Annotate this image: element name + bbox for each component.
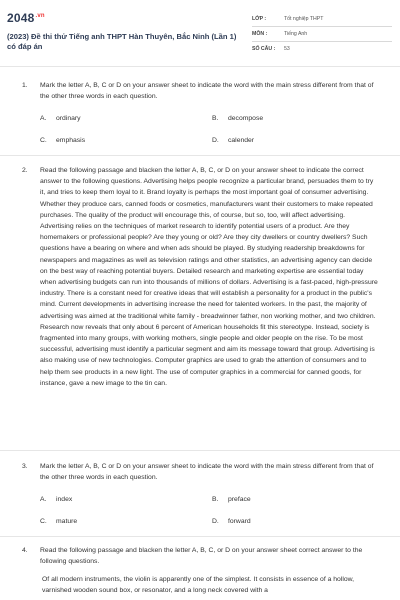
question-passage: Of all modern instruments, the violin is apparently one of the simplest. It consists in essence of a hollow, varnished wooden sound box, or resonator, and a long neck covered with a (42, 576, 355, 595)
option-letter: B. (212, 115, 219, 122)
option-letter: A. (40, 115, 47, 122)
question-text: Read the following passage and blacken the letter A, B, C, or D on your answer sheet correct answer to the following questions. (40, 547, 363, 566)
meta-divider (252, 26, 392, 27)
meta-count-value: 53 (284, 46, 290, 52)
option-letter: C. (40, 518, 47, 525)
option-letter: D. (212, 137, 219, 144)
option-letter: C. (40, 137, 47, 144)
option-text: emphasis (56, 137, 86, 144)
option-text: ordinary (56, 115, 81, 122)
site-logo[interactable] (7, 11, 45, 25)
answer-option[interactable] (40, 115, 81, 122)
answer-option[interactable] (212, 518, 251, 525)
logo-text: 2048 (7, 11, 35, 25)
option-letter: D. (212, 518, 219, 525)
answer-option[interactable] (212, 137, 254, 144)
meta-class-value: Tốt nghiệp THPT (284, 16, 324, 22)
answer-option[interactable] (212, 115, 263, 122)
answer-option[interactable] (40, 496, 72, 503)
answer-option[interactable] (212, 496, 251, 503)
option-text: mature (56, 518, 78, 525)
document-header (0, 0, 400, 60)
question-number: 3. (22, 463, 28, 470)
header-divider (0, 66, 400, 67)
question-number: 4. (22, 547, 28, 554)
meta-class-key: LỚP : (252, 16, 267, 22)
meta-count-key: SỐ CÂU : (252, 46, 276, 52)
question-text: Mark the letter A, B, C or D on your answer sheet to indicate the word with the main stress different from that of the other three words in each question. (40, 82, 374, 101)
question-divider (0, 536, 400, 537)
option-text: preface (228, 496, 251, 503)
question-divider (0, 450, 400, 451)
option-text: decompose (228, 115, 264, 122)
document-title: (2023) Đề thi thử Tiếng anh THPT Hàn Thuyên, Bắc Ninh (Lần 1) có đáp án (7, 32, 237, 51)
meta-subject-value: Tiếng Anh (284, 31, 308, 37)
question-number: 2. (22, 167, 28, 174)
logo-suffix: .vn (35, 13, 45, 19)
question-number: 1. (22, 82, 28, 89)
question-passage: Read the following passage and blacken the letter A, B, C, or D on your answer sheet to indicate the correct answer to the following questions. Advertising helps people recognize a particular brand, persuades them to try it, and tries to keep them loyal to it. Brand loyalty is perhaps the most important goal of consumer advertising. Whether they produce cars, canned foods or cosmetics, manufacturers want their customers to make repeated purchases. The quality of the product will encourage this, of course, but so, too, will affect advertising. Advertising relies on the techniques of market research to identify potential users of a product. Are they homemakers or professional people? Are they young or old? Are they city dwellers or country dwellers? Such questions have a bearing on where and when ads should be played. By studying readership breakdowns for newspapers and magazines as well as television ratings and other statistics, an advertising agency can decide on the best way of reaching potential buyers. Detailed research and marketing expertise are essential today when advertising budgets can run into thousands of millions of dollars. Advertising is a fast-paced, high-pressure industry. There is a constant need for creative ideas that will establish a personality for a product in the public's mind. Current developments in advertising increase the need for talented workers. In the past, the majority of advertising was aimed at the traditional white family - breadwinner father, non working mother, and two children. Research now reveals that only about 6 percent of American households fit this stereotype. Instead, society is fragmented into many groups, with working mothers, single people and older people on the rise. To be most successful, advertising must identify a particular segment and aim its message toward that group. Advertising is also making use of new technologies. Computer graphics are used to grab the attention of consumers and to help them see products in a new light. The use of computer graphics in a commercial for canned goods, for instance, gave a new image to the tin can. (40, 167, 378, 387)
question-divider (0, 155, 400, 156)
question-text: Mark the letter A, B, C or D on your answer sheet to indicate the word with the main stress different from that of the other three words in each question. (40, 463, 374, 482)
option-text: forward (228, 518, 251, 525)
meta-subject-key: MÔN : (252, 31, 268, 37)
option-letter: B. (212, 496, 219, 503)
option-text: index (56, 496, 73, 503)
answer-option[interactable] (40, 137, 85, 144)
answer-option[interactable] (40, 518, 77, 525)
option-text: calender (228, 137, 255, 144)
meta-divider (252, 41, 392, 42)
option-letter: A. (40, 496, 47, 503)
